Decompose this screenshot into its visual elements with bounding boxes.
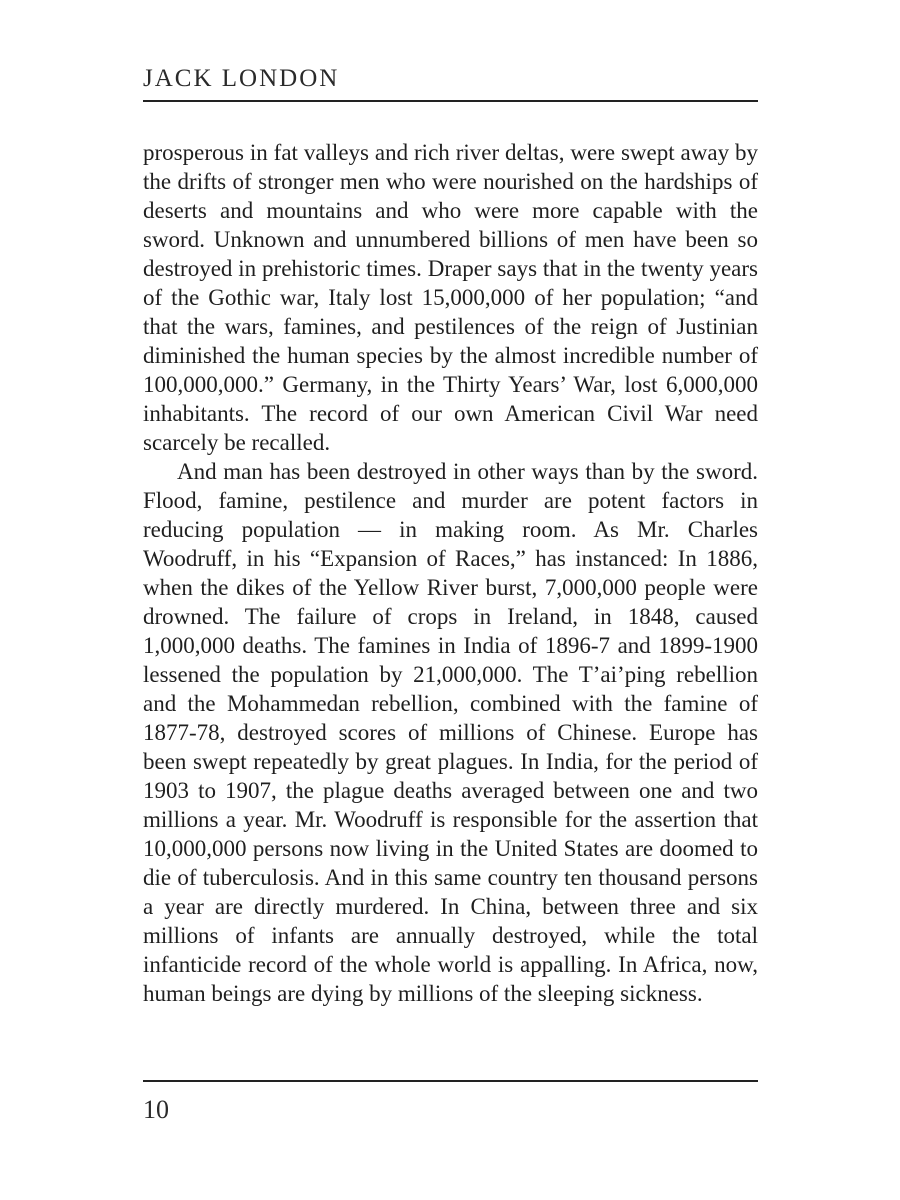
footer-rule <box>143 1080 758 1082</box>
page-body <box>143 138 758 1008</box>
paragraph: And man has been destroyed in other ways than by the sword. Flood, famine, pestilence and murder are potent factors in reducing population — in making room. As Mr. Charles Woodruff, in his “Expansion of Races,” has instanced: In 1886, when the dikes of the Yellow River burst, 7,000,000 people were drowned. The failure of crops in Ireland, in 1848, caused 1,000,000 deaths. The famines in India of 1896-7 and 1899-1900 lessened the population by 21,000,000. The T’ai’ping rebellion and the Mohammedan rebellion, combined with the famine of 1877-78, destroyed scores of millions of Chinese. Europe has been swept repeatedly by great plagues. In India, for the period of 1903 to 1907, the plague deaths averaged between one and two millions a year. Mr. Woodruff is responsible for the assertion that 10,000,000 persons now living in the United States are doomed to die of tuberculosis. And in this same country ten thousand persons a year are directly murdered. In China, between three and six millions of infants are annually destroyed, while the total infanticide record of the whole world is appalling. In Africa, now, human beings are dying by millions of the sleeping sickness. <box>143 459 758 1006</box>
running-head-author: JACK LONDON <box>143 65 340 92</box>
paragraph-continued: prosperous in fat valleys and rich river deltas, were swept away by the drifts of stronger men who were nourished on the hardships of deserts and mountains and who were more capable with the sword. Unknown and unnumbered billions of men have been so destroyed in prehistoric times. Draper says that in the twenty years of the Gothic war, Italy lost 15,000,000 of her population; “and that the wars, famines, and pestilences of the reign of Justinian diminished the human species by the almost incredible number of 100,000,000.” Germany, in the Thirty Years’ War, lost 6,000,000 inhabitants. The record of our own American Civil War need scarcely be recalled. <box>143 140 758 455</box>
page-number: 10 <box>143 1095 169 1124</box>
header-rule <box>143 100 758 102</box>
